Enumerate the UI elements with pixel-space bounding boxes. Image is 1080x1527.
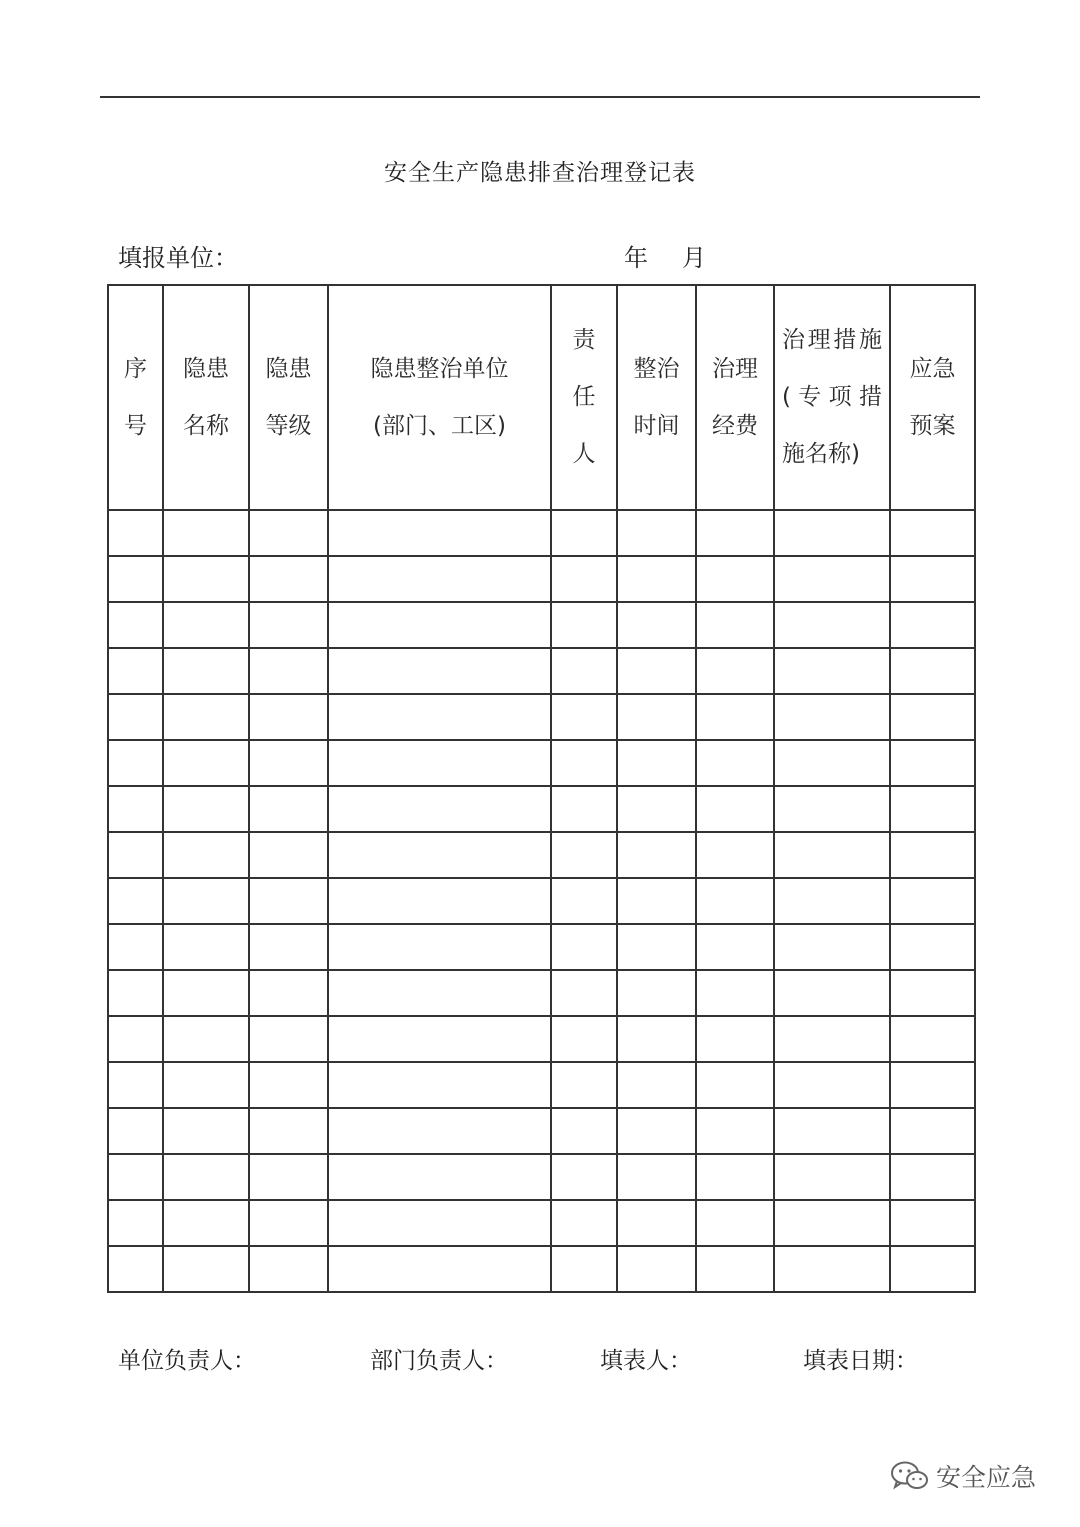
unit-head-label: 单位负责人： bbox=[118, 1348, 256, 1374]
header-hazard-name: 隐患 名称 bbox=[163, 285, 249, 510]
wechat-icon bbox=[890, 1459, 930, 1493]
table-cell[interactable] bbox=[551, 556, 617, 602]
table-cell[interactable] bbox=[696, 556, 774, 602]
table-cell[interactable] bbox=[249, 602, 328, 648]
table-cell[interactable] bbox=[617, 924, 696, 970]
table-cell[interactable] bbox=[890, 1062, 975, 1108]
table-cell[interactable] bbox=[328, 1016, 551, 1062]
table-cell[interactable] bbox=[696, 1108, 774, 1154]
table-cell[interactable] bbox=[249, 878, 328, 924]
table-cell[interactable] bbox=[328, 740, 551, 786]
table-cell[interactable] bbox=[108, 1016, 163, 1062]
table-cell[interactable] bbox=[696, 510, 774, 556]
table-cell[interactable] bbox=[617, 1016, 696, 1062]
document-title: 安全生产隐患排查治理登记表 bbox=[384, 160, 696, 186]
table-cell[interactable] bbox=[328, 694, 551, 740]
table-cell[interactable] bbox=[108, 786, 163, 832]
table-cell[interactable] bbox=[551, 878, 617, 924]
table-cell[interactable] bbox=[890, 740, 975, 786]
table-cell[interactable] bbox=[696, 1154, 774, 1200]
table-cell[interactable] bbox=[163, 1016, 249, 1062]
table-cell[interactable] bbox=[551, 924, 617, 970]
table-cell[interactable] bbox=[617, 970, 696, 1016]
table-cell[interactable] bbox=[108, 832, 163, 878]
table-cell[interactable] bbox=[328, 1154, 551, 1200]
table-cell[interactable] bbox=[890, 556, 975, 602]
table-cell[interactable] bbox=[249, 786, 328, 832]
table-cell[interactable] bbox=[249, 556, 328, 602]
table-cell[interactable] bbox=[617, 832, 696, 878]
table-cell[interactable] bbox=[774, 1200, 890, 1246]
table-cell[interactable] bbox=[163, 694, 249, 740]
table-cell[interactable] bbox=[163, 740, 249, 786]
table-cell[interactable] bbox=[890, 510, 975, 556]
table-cell[interactable] bbox=[617, 786, 696, 832]
table-cell[interactable] bbox=[328, 1200, 551, 1246]
table-cell[interactable] bbox=[163, 878, 249, 924]
table-cell[interactable] bbox=[328, 1246, 551, 1292]
table-cell[interactable] bbox=[551, 1200, 617, 1246]
table-cell[interactable] bbox=[551, 786, 617, 832]
table-cell[interactable] bbox=[774, 786, 890, 832]
table-cell[interactable] bbox=[163, 602, 249, 648]
table-cell[interactable] bbox=[774, 1154, 890, 1200]
table-cell[interactable] bbox=[890, 1154, 975, 1200]
header-serial-no: 序 号 bbox=[108, 285, 163, 510]
table-cell[interactable] bbox=[551, 970, 617, 1016]
table-body bbox=[108, 510, 975, 1292]
table-cell[interactable] bbox=[774, 740, 890, 786]
table-cell[interactable] bbox=[774, 1016, 890, 1062]
table-cell[interactable] bbox=[328, 832, 551, 878]
fill-unit-label: 填报单位： bbox=[118, 244, 238, 272]
table-cell[interactable] bbox=[163, 556, 249, 602]
header-governance-funds: 治理 经费 bbox=[696, 285, 774, 510]
table-cell[interactable] bbox=[108, 1062, 163, 1108]
table-cell[interactable] bbox=[328, 510, 551, 556]
table-header-row bbox=[108, 285, 975, 510]
table-cell[interactable] bbox=[890, 832, 975, 878]
table-cell[interactable] bbox=[108, 556, 163, 602]
table-cell[interactable] bbox=[774, 648, 890, 694]
table-cell[interactable] bbox=[696, 740, 774, 786]
table-cell[interactable] bbox=[163, 1246, 249, 1292]
table-cell[interactable] bbox=[890, 924, 975, 970]
table-row bbox=[108, 1062, 975, 1108]
month-label: 月 bbox=[682, 244, 706, 272]
table-cell[interactable] bbox=[774, 970, 890, 1016]
table-row bbox=[108, 648, 975, 694]
table-cell[interactable] bbox=[163, 924, 249, 970]
table-cell[interactable] bbox=[890, 1246, 975, 1292]
table-row bbox=[108, 1200, 975, 1246]
table-cell[interactable] bbox=[890, 694, 975, 740]
table-cell[interactable] bbox=[249, 510, 328, 556]
table-cell[interactable] bbox=[108, 602, 163, 648]
table-cell[interactable] bbox=[551, 648, 617, 694]
table-cell[interactable] bbox=[617, 556, 696, 602]
table-cell[interactable] bbox=[617, 740, 696, 786]
table-cell[interactable] bbox=[163, 970, 249, 1016]
table-cell[interactable] bbox=[249, 1062, 328, 1108]
watermark-text: 安全应急 bbox=[936, 1463, 1037, 1492]
table-cell[interactable] bbox=[249, 1246, 328, 1292]
header-responsible-person: 责 任 人 bbox=[551, 285, 617, 510]
header-hazard-level: 隐患 等级 bbox=[249, 285, 328, 510]
table-cell[interactable] bbox=[696, 786, 774, 832]
table-cell[interactable] bbox=[774, 878, 890, 924]
table-cell[interactable] bbox=[696, 1200, 774, 1246]
table-cell[interactable] bbox=[108, 694, 163, 740]
table-cell[interactable] bbox=[108, 970, 163, 1016]
table-cell[interactable] bbox=[551, 1016, 617, 1062]
table-cell[interactable] bbox=[696, 1246, 774, 1292]
table-row bbox=[108, 878, 975, 924]
table-cell[interactable] bbox=[108, 878, 163, 924]
table-cell[interactable] bbox=[108, 1200, 163, 1246]
header-governance-measures: 治理措施(专项措施名称) bbox=[774, 285, 890, 510]
table-cell[interactable] bbox=[551, 694, 617, 740]
table-cell[interactable] bbox=[249, 970, 328, 1016]
table-cell[interactable] bbox=[617, 1062, 696, 1108]
table-cell[interactable] bbox=[890, 1108, 975, 1154]
table-cell[interactable] bbox=[696, 878, 774, 924]
table-cell[interactable] bbox=[328, 1108, 551, 1154]
table-cell[interactable] bbox=[328, 648, 551, 694]
table-cell[interactable] bbox=[617, 1200, 696, 1246]
table-row bbox=[108, 602, 975, 648]
hazard-register-table bbox=[107, 284, 976, 1293]
table-cell[interactable] bbox=[551, 510, 617, 556]
header-rectification-unit: 隐患整治单位 (部门、工区) bbox=[328, 285, 551, 510]
table-cell[interactable] bbox=[163, 786, 249, 832]
table-cell[interactable] bbox=[249, 1200, 328, 1246]
table-row bbox=[108, 832, 975, 878]
table-cell[interactable] bbox=[328, 786, 551, 832]
table-cell[interactable] bbox=[696, 832, 774, 878]
dept-head-label: 部门负责人： bbox=[370, 1348, 508, 1374]
table-cell[interactable] bbox=[249, 1154, 328, 1200]
table-cell[interactable] bbox=[163, 1154, 249, 1200]
table-cell[interactable] bbox=[617, 1108, 696, 1154]
table-cell[interactable] bbox=[696, 1016, 774, 1062]
table-row bbox=[108, 1016, 975, 1062]
table-row bbox=[108, 694, 975, 740]
table-cell[interactable] bbox=[617, 602, 696, 648]
table-cell[interactable] bbox=[617, 648, 696, 694]
table-cell[interactable] bbox=[890, 878, 975, 924]
table-row bbox=[108, 1108, 975, 1154]
top-rule bbox=[100, 96, 980, 98]
table-cell[interactable] bbox=[774, 1246, 890, 1292]
table-row bbox=[108, 924, 975, 970]
table-cell[interactable] bbox=[163, 1062, 249, 1108]
table-cell[interactable] bbox=[163, 832, 249, 878]
table-cell[interactable] bbox=[617, 1154, 696, 1200]
table-cell[interactable] bbox=[696, 602, 774, 648]
table-cell[interactable] bbox=[108, 510, 163, 556]
table-cell[interactable] bbox=[890, 602, 975, 648]
table-cell[interactable] bbox=[774, 556, 890, 602]
table-cell[interactable] bbox=[774, 1108, 890, 1154]
table-cell[interactable] bbox=[551, 602, 617, 648]
table-cell[interactable] bbox=[328, 1062, 551, 1108]
header-rectification-time: 整治 时间 bbox=[617, 285, 696, 510]
table-cell[interactable] bbox=[328, 556, 551, 602]
table-cell[interactable] bbox=[163, 510, 249, 556]
table-cell[interactable] bbox=[163, 648, 249, 694]
table-cell[interactable] bbox=[551, 1062, 617, 1108]
table-cell[interactable] bbox=[551, 1108, 617, 1154]
table-row bbox=[108, 556, 975, 602]
table-cell[interactable] bbox=[617, 878, 696, 924]
table-cell[interactable] bbox=[617, 694, 696, 740]
table-cell[interactable] bbox=[617, 510, 696, 556]
year-label: 年 bbox=[624, 244, 648, 272]
table-cell[interactable] bbox=[249, 740, 328, 786]
table-cell[interactable] bbox=[890, 786, 975, 832]
table-cell[interactable] bbox=[551, 1246, 617, 1292]
table-cell[interactable] bbox=[774, 694, 890, 740]
table-row bbox=[108, 1246, 975, 1292]
table-cell[interactable] bbox=[551, 740, 617, 786]
table-cell[interactable] bbox=[696, 924, 774, 970]
table-cell[interactable] bbox=[163, 1200, 249, 1246]
table-row bbox=[108, 510, 975, 556]
table-cell[interactable] bbox=[108, 1108, 163, 1154]
table-cell[interactable] bbox=[774, 924, 890, 970]
fill-date-label: 填表日期： bbox=[803, 1348, 918, 1374]
filler-label: 填表人： bbox=[600, 1348, 692, 1374]
table-cell[interactable] bbox=[696, 648, 774, 694]
table-row bbox=[108, 786, 975, 832]
table-cell[interactable] bbox=[774, 510, 890, 556]
table-cell[interactable] bbox=[328, 878, 551, 924]
table-cell[interactable] bbox=[890, 648, 975, 694]
table-cell[interactable] bbox=[696, 1062, 774, 1108]
table-cell[interactable] bbox=[774, 832, 890, 878]
table-cell[interactable] bbox=[328, 602, 551, 648]
table-cell[interactable] bbox=[890, 1200, 975, 1246]
table-cell[interactable] bbox=[774, 1062, 890, 1108]
table-cell[interactable] bbox=[328, 970, 551, 1016]
table-cell[interactable] bbox=[696, 694, 774, 740]
table-cell[interactable] bbox=[108, 648, 163, 694]
watermark bbox=[890, 1458, 1036, 1494]
table-cell[interactable] bbox=[890, 970, 975, 1016]
header-emergency-plan: 应急 预案 bbox=[890, 285, 975, 510]
table-cell[interactable] bbox=[249, 648, 328, 694]
table-cell[interactable] bbox=[249, 1108, 328, 1154]
table-cell[interactable] bbox=[108, 1246, 163, 1292]
table-cell[interactable] bbox=[617, 1246, 696, 1292]
table-row bbox=[108, 740, 975, 786]
year-month bbox=[624, 238, 740, 273]
table-row bbox=[108, 970, 975, 1016]
table-cell[interactable] bbox=[163, 1108, 249, 1154]
table-cell[interactable] bbox=[696, 970, 774, 1016]
table-cell[interactable] bbox=[774, 602, 890, 648]
table-cell[interactable] bbox=[249, 1016, 328, 1062]
table-cell[interactable] bbox=[108, 740, 163, 786]
table-cell[interactable] bbox=[551, 1154, 617, 1200]
table-cell[interactable] bbox=[551, 832, 617, 878]
table-cell[interactable] bbox=[108, 924, 163, 970]
table-cell[interactable] bbox=[249, 832, 328, 878]
table-cell[interactable] bbox=[328, 924, 551, 970]
table-cell[interactable] bbox=[890, 1016, 975, 1062]
table-cell[interactable] bbox=[249, 924, 328, 970]
table-cell[interactable] bbox=[249, 694, 328, 740]
table-row bbox=[108, 1154, 975, 1200]
table-cell[interactable] bbox=[108, 1154, 163, 1200]
